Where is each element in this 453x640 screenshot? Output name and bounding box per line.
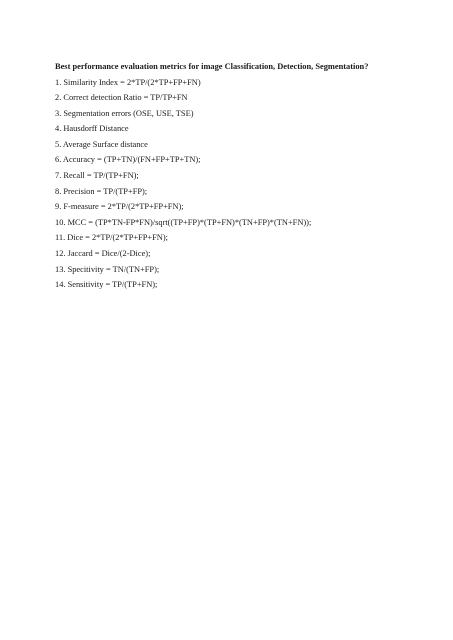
metric-list bbox=[55, 77, 435, 291]
metric-item-2: 2. Correct detection Ratio = TP/TP+FN bbox=[55, 93, 188, 103]
metric-item-1: 1. Similarity Index = 2*TP/(2*TP+FP+FN) bbox=[55, 77, 201, 87]
metric-item-10: 10. MCC = (TP*TN-FP*FN)/sqrt((TP+FP)*(TP+FN)*(TN+FP)*(TN+FN)); bbox=[55, 217, 312, 227]
metric-item-11: 11. Dice = 2*TP/(2*TP+FP+FN); bbox=[55, 233, 168, 243]
metric-item-12: 12. Jaccard = Dice/(2-Dice); bbox=[55, 249, 151, 259]
metric-item-13: 13. Specitivity = TN/(TN+FP); bbox=[55, 264, 160, 274]
metric-item-4: 4. Hausdorff Distance bbox=[55, 124, 129, 134]
metric-item-14: 14. Sensitivity = TP/(TP+FN); bbox=[55, 280, 158, 290]
document-content bbox=[55, 61, 435, 295]
metric-item-9: 9. F-measure = 2*TP/(2*TP+FP+FN); bbox=[55, 202, 184, 212]
metric-item-8: 8. Precision = TP/(TP+FP); bbox=[55, 186, 148, 196]
metric-item-7: 7. Recall = TP/(TP+FN); bbox=[55, 171, 139, 181]
metric-item-5: 5. Average Surface distance bbox=[55, 139, 148, 149]
metric-item-6: 6. Accuracy = (TP+TN)/(FN+FP+TP+TN); bbox=[55, 155, 201, 165]
metric-item-3: 3. Segmentation errors (OSE, USE, TSE) bbox=[55, 108, 194, 118]
document-heading: Best performance evaluation metrics for image Classification, Detection, Segmentation? bbox=[55, 62, 369, 71]
